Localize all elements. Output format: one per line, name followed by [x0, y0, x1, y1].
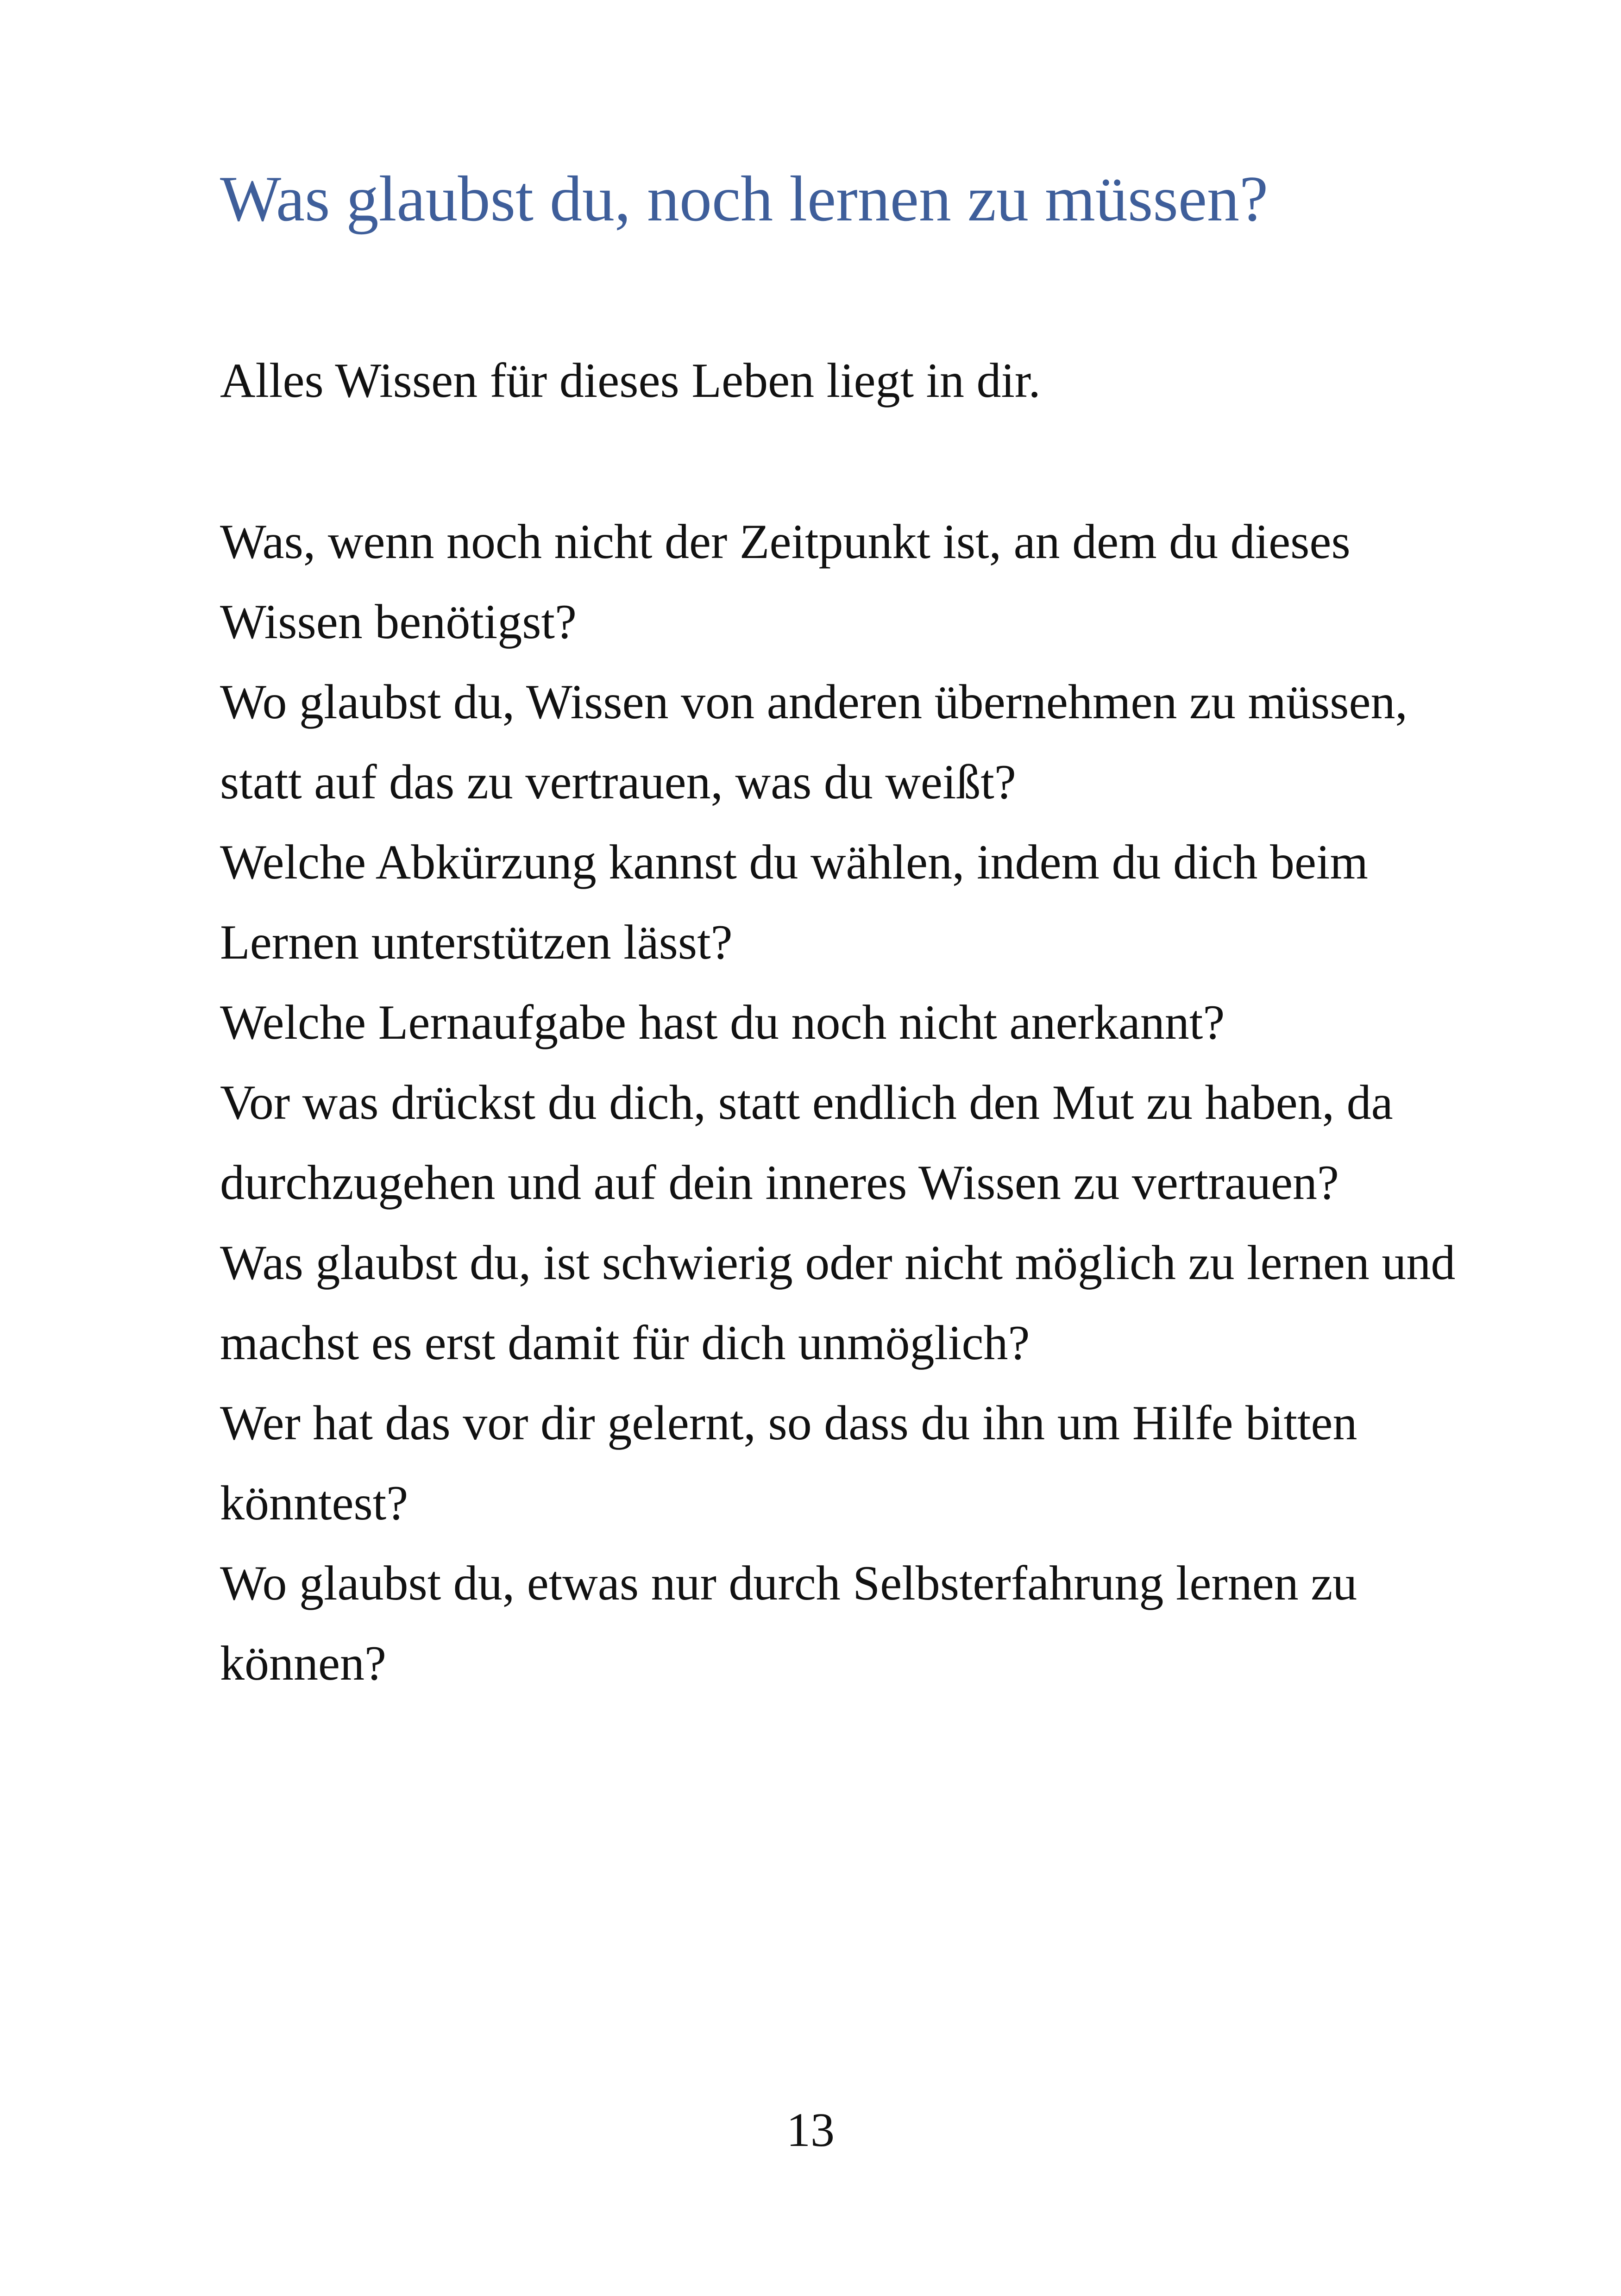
text-line: Welche Lernaufgabe hast du noch nicht anerkannt?: [220, 995, 1225, 1049]
text-line: Lernen unterstützen lässt?: [220, 915, 733, 969]
text-line: Was, wenn noch nicht der Zeitpunkt ist, an dem du dieses: [220, 514, 1351, 569]
page-title: Was glaubst du, noch lernen zu müssen?: [220, 163, 1269, 235]
text-line: könntest?: [220, 1476, 408, 1530]
intro-paragraph: Alles Wissen für dieses Leben liegt in dir.: [220, 353, 1041, 408]
page-number: 13: [786, 2103, 835, 2157]
text-line: Wo glaubst du, etwas nur durch Selbsterfahrung lernen zu: [220, 1556, 1357, 1610]
text-line: können?: [220, 1636, 387, 1690]
text-line: Vor was drückst du dich, statt endlich den Mut zu haben, da: [220, 1075, 1393, 1129]
text-line: Wissen benötigst?: [220, 595, 577, 649]
question-list: [220, 502, 1563, 1703]
text-line: Was glaubst du, ist schwierig oder nicht möglich zu lernen und: [220, 1236, 1456, 1290]
text-line: statt auf das zu vertrauen, was du weißt?: [220, 755, 1016, 809]
text-line: durchzugehen und auf dein inneres Wissen zu vertrauen?: [220, 1155, 1339, 1210]
text-line: Welche Abkürzung kannst du wählen, indem du dich beim: [220, 835, 1368, 889]
text-line: Wo glaubst du, Wissen von anderen übernehmen zu müssen,: [220, 675, 1408, 729]
text-line: machst es erst damit für dich unmöglich?: [220, 1316, 1030, 1370]
text-line: Wer hat das vor dir gelernt, so dass du ihn um Hilfe bitten: [220, 1396, 1357, 1450]
